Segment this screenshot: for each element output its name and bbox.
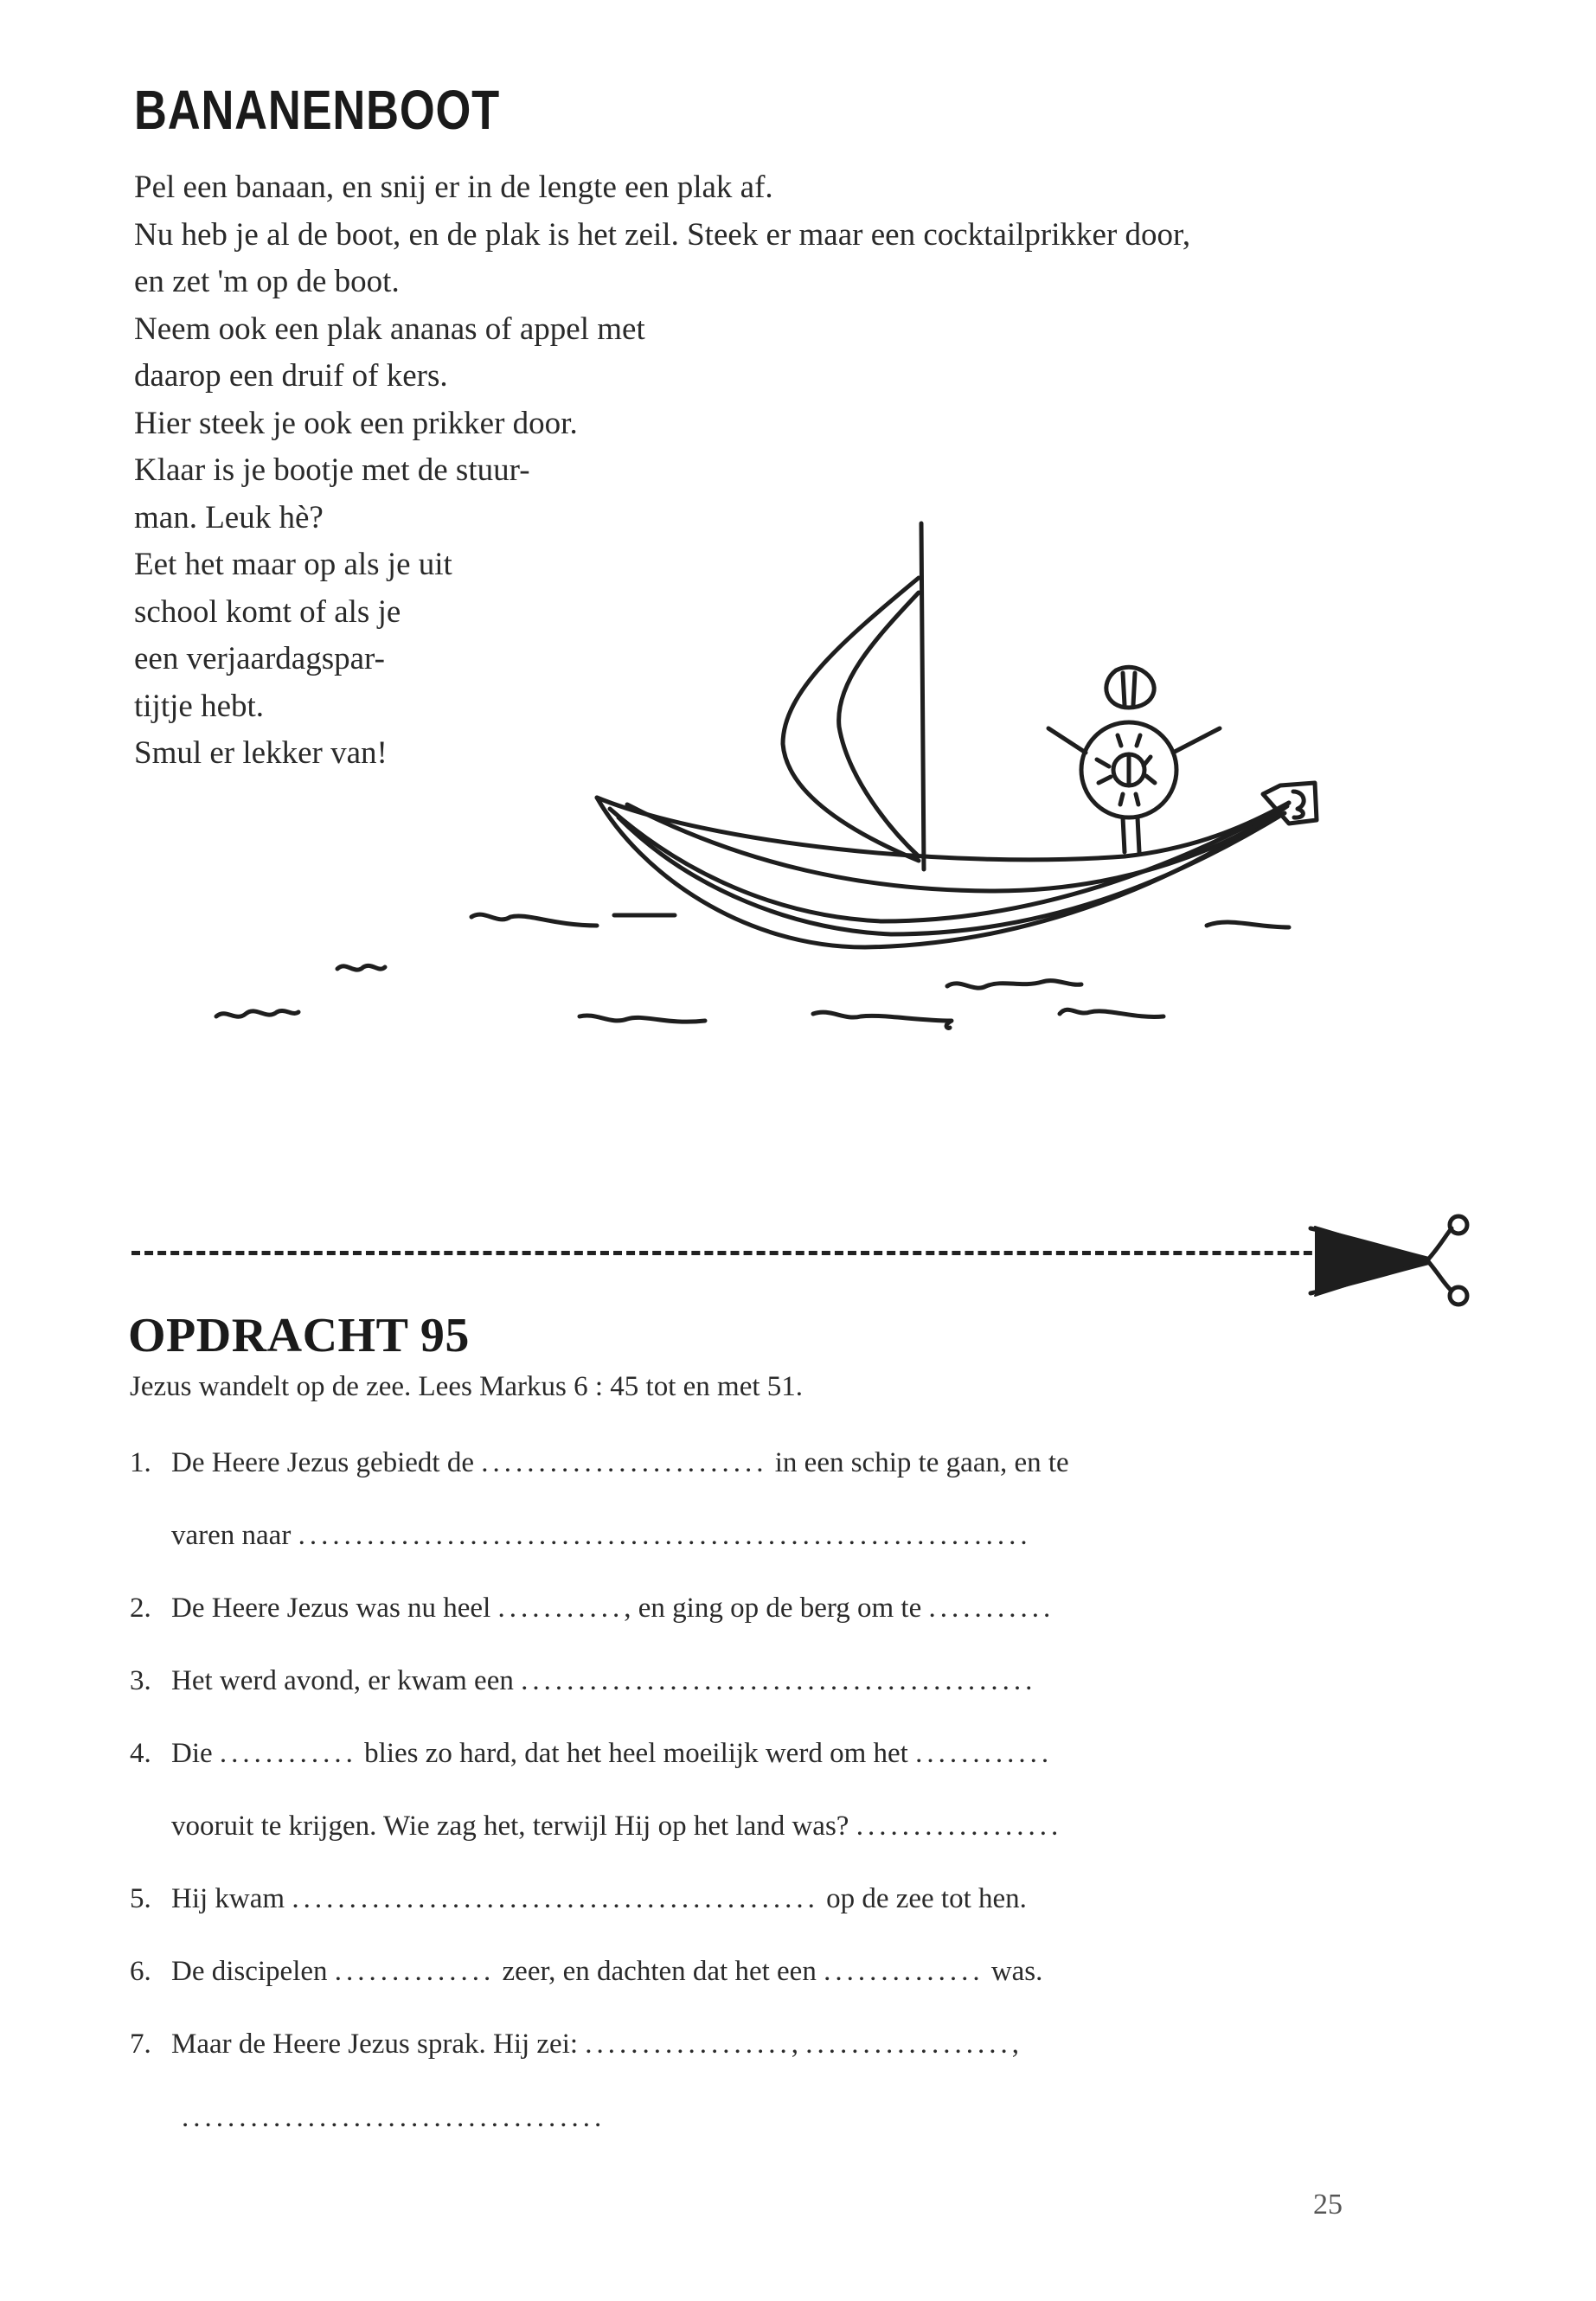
answer-blank[interactable]: ............................................. — [521, 1665, 1037, 1696]
instruction-line: school komt of als je — [134, 593, 401, 630]
question-5: 5. Hij kwam .............................................. op de zee tot hen. — [130, 1883, 1027, 1914]
answer-blank[interactable]: ......................... — [481, 1447, 768, 1478]
sail-outer — [783, 578, 919, 861]
mast — [921, 523, 924, 869]
question-3: 3. Het werd avond, er kwam een ............................................. — [130, 1665, 1037, 1696]
question-6: 6. De discipelen .............. zeer, en dachten dat het een .............. was. — [130, 1956, 1043, 1987]
instruction-line: man. Leuk hè? — [134, 499, 324, 535]
question-2: 2. De Heere Jezus was nu heel ..........., en ging op de berg om te ........... — [130, 1593, 1055, 1624]
banana-boat-drawing — [0, 0, 1596, 1125]
wave — [216, 1011, 298, 1017]
question-1-continuation: varen naar ................................................................ — [171, 1520, 1032, 1551]
answer-blank[interactable]: ..................................... — [182, 2102, 606, 2133]
question-4: 4. Die ............ blies zo hard, dat het heel moeilijk werd om het ............ — [130, 1738, 1054, 1769]
question-4-continuation: vooruit te krijgen. Wie zag het, terwijl Hij op het land was? .................. — [171, 1811, 1063, 1842]
cut-line — [131, 1251, 1338, 1255]
answer-blank[interactable]: ........... — [928, 1593, 1055, 1624]
wave — [471, 914, 597, 926]
instruction-line: Klaar is je bootje met de stuur- — [134, 452, 530, 488]
page-number: 25 — [1313, 2189, 1343, 2221]
answer-blank[interactable]: ................................................................ — [298, 1520, 1032, 1551]
section-title-bananenboot: BANANENBOOT — [134, 79, 501, 141]
answer-blank[interactable]: .................. — [856, 1811, 1063, 1842]
answer-blank[interactable]: .............................................. — [292, 1883, 819, 1914]
answer-blank[interactable]: ........... — [497, 1593, 625, 1624]
instruction-line: Hier steek je ook een prikker door. — [134, 405, 578, 441]
question-7: 7. Maar de Heere Jezus sprak. Hij zei: .................., .................., — [130, 2029, 1020, 2060]
wave — [1060, 1009, 1163, 1016]
instruction-line: een verjaardagspar- — [134, 641, 385, 676]
instruction-line: tijtje hebt. — [134, 688, 265, 724]
question-7-continuation — [182, 2102, 606, 2134]
instruction-line: Nu heb je al de boot, en de plak is het zeil. Steek er maar een cocktailprikker door, — [134, 216, 1191, 253]
instruction-line: en zet 'm op de boot. — [134, 264, 400, 299]
wave — [580, 1016, 705, 1022]
instruction-line: daarop een druif of kers. — [134, 358, 448, 394]
wave — [337, 965, 385, 970]
instruction-line: Smul er lekker van! — [134, 735, 388, 771]
cherry-head — [1106, 667, 1154, 708]
wave — [813, 1012, 952, 1028]
arm-right — [1173, 728, 1220, 753]
answer-blank[interactable]: .................. — [585, 2029, 792, 2060]
wave — [1207, 922, 1289, 927]
instruction-line: Neem ook een plak ananas of appel met — [134, 311, 645, 347]
sail-inner — [839, 593, 919, 856]
answer-blank[interactable]: ............ — [219, 1738, 357, 1769]
arm-left — [1048, 728, 1086, 753]
scissors-icon — [1298, 1211, 1488, 1315]
hull-top — [597, 798, 1289, 860]
wave — [947, 981, 1081, 989]
answer-blank[interactable]: ............ — [915, 1738, 1054, 1769]
hull-line — [627, 804, 1287, 891]
instruction-line: Eet het maar op als je uit — [134, 547, 452, 582]
leg — [1123, 817, 1139, 852]
section-title-opdracht: OPDRACHT 95 — [128, 1309, 470, 1362]
section-subtitle: Jezus wandelt op de zee. Lees Markus 6 : 45 tot en met 51. — [130, 1371, 804, 1402]
answer-blank[interactable]: .................. — [805, 2029, 1012, 2060]
instruction-line: Pel een banaan, en snij er in de lengte een plak af. — [134, 170, 773, 205]
answer-blank[interactable]: .............. — [334, 1956, 496, 1987]
question-1: 1. De Heere Jezus gebiedt de ......................... in een schip te gaan, en te — [130, 1447, 1069, 1478]
answer-blank[interactable]: .............. — [824, 1956, 984, 1987]
